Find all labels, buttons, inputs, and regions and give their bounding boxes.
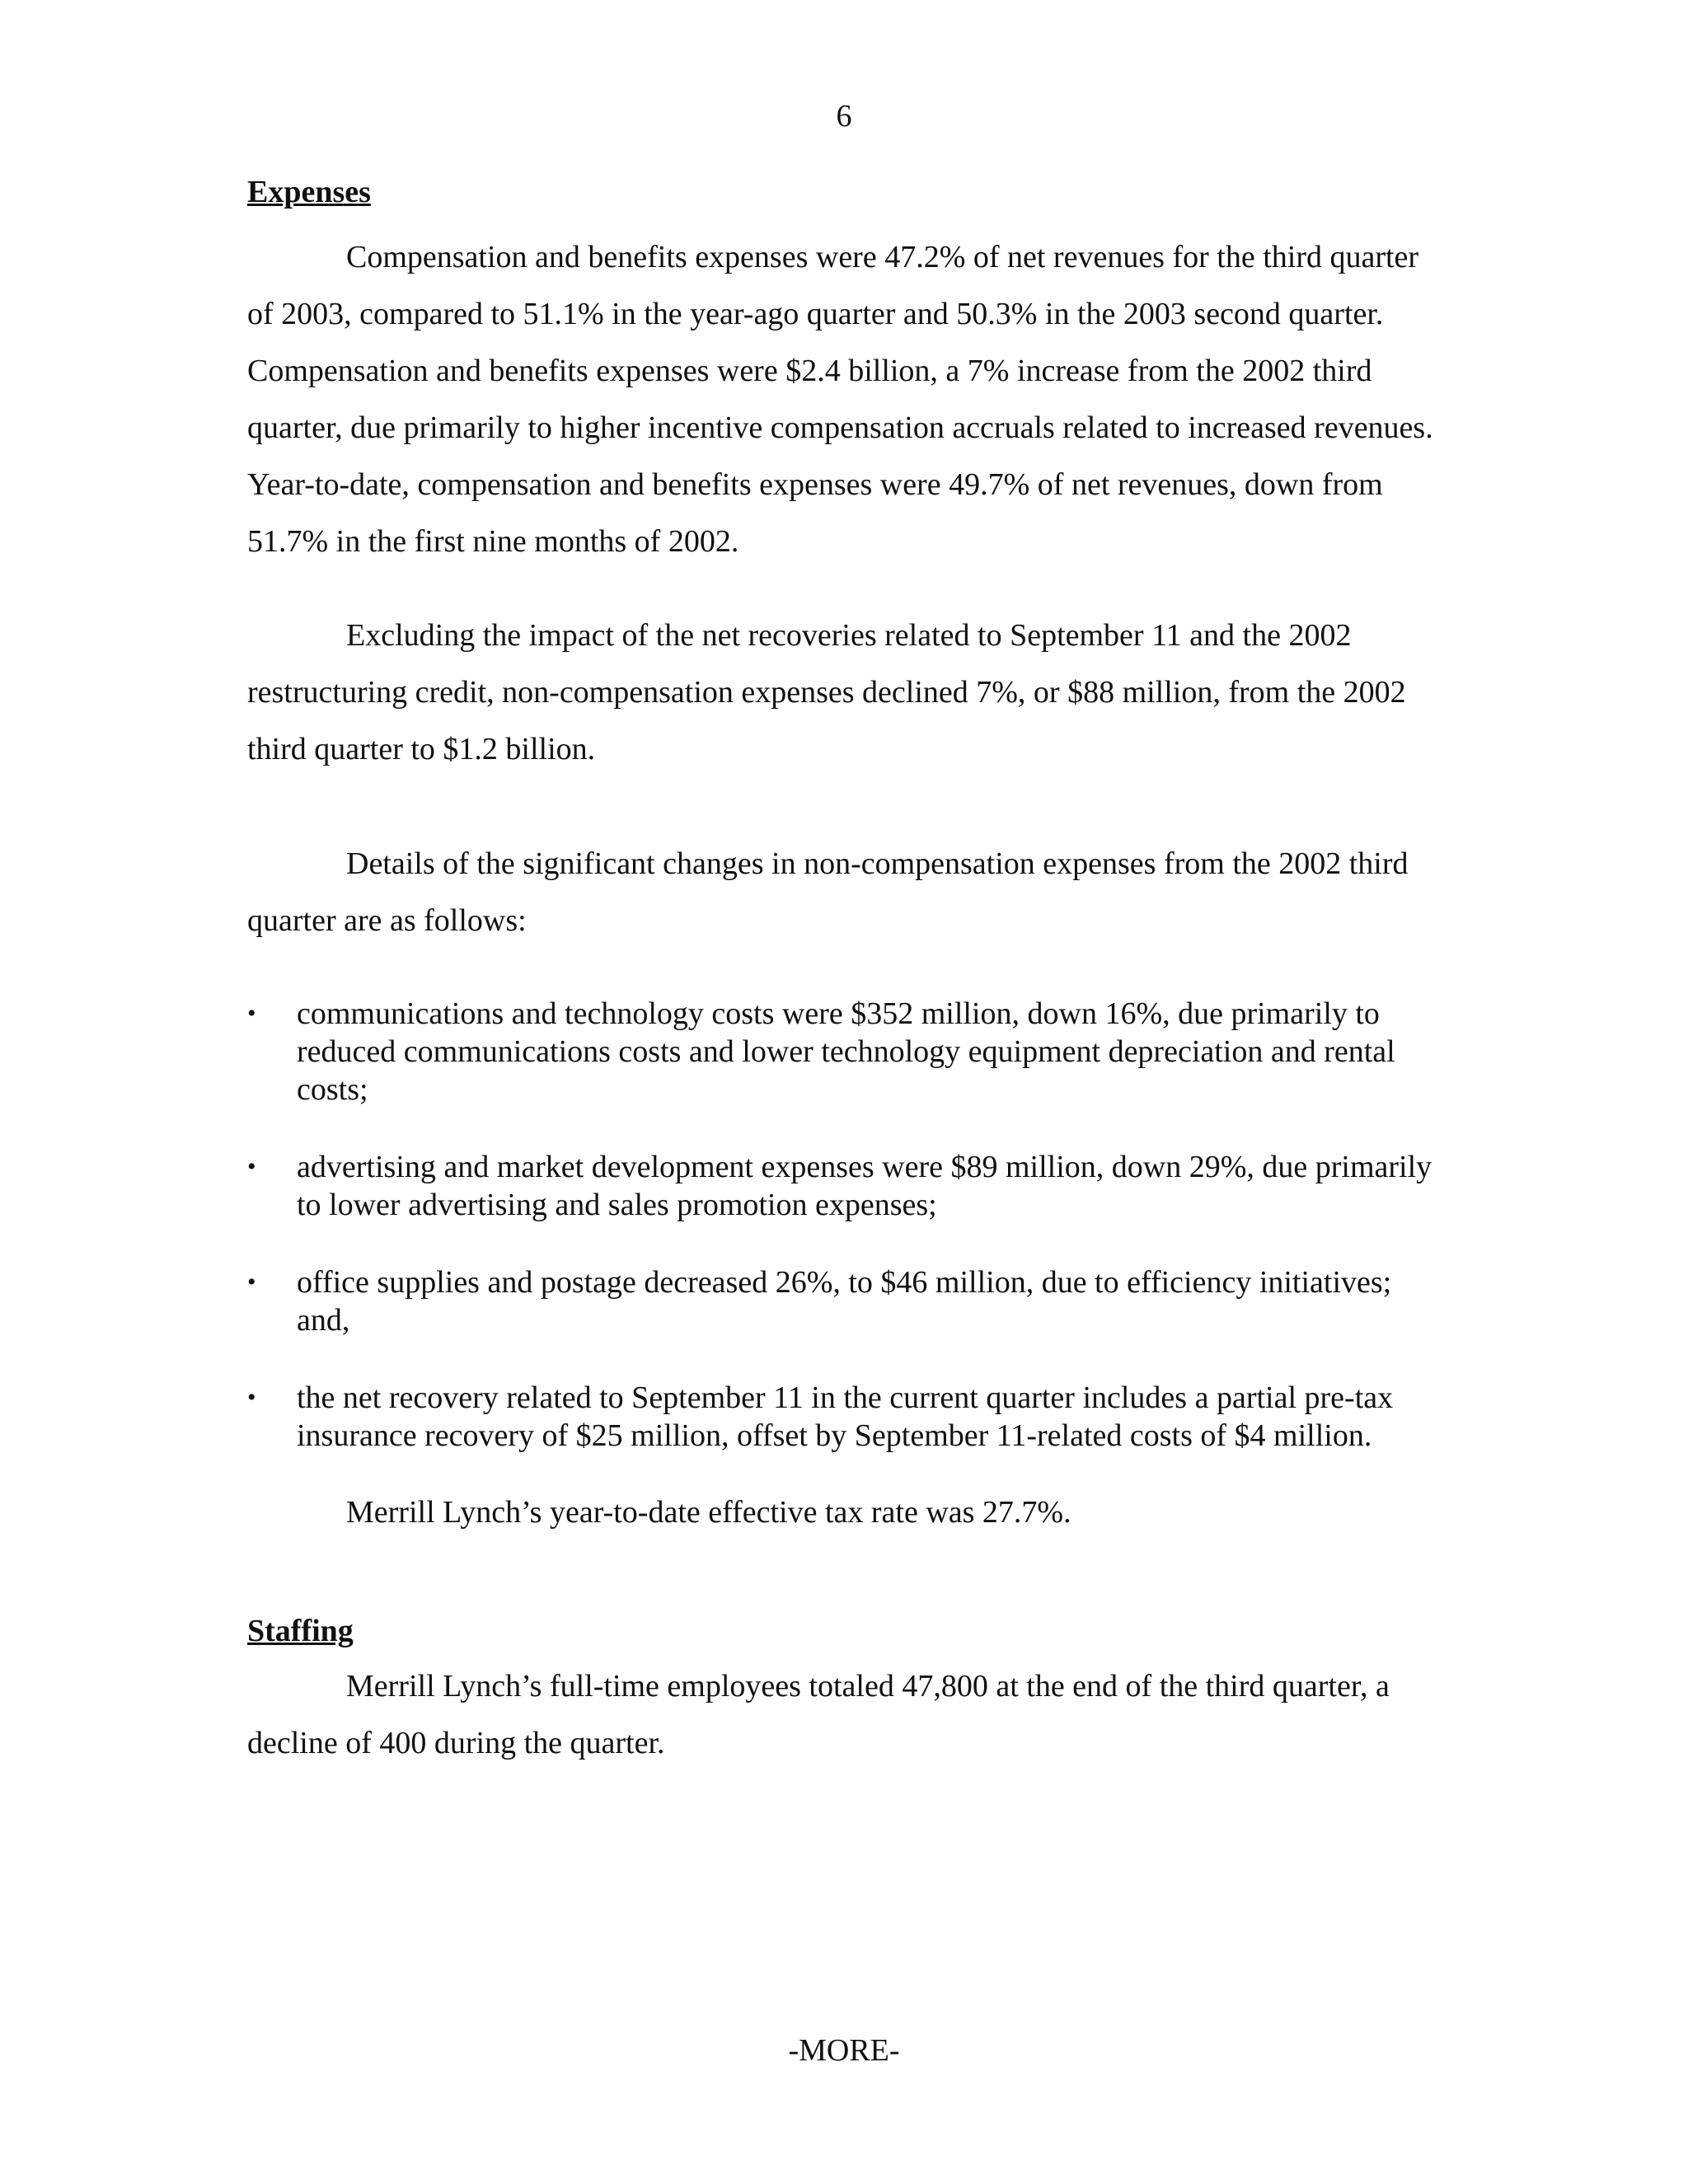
bullet-icon: • [247, 1384, 256, 1411]
expenses-heading: Expenses [247, 175, 371, 209]
staffing-paragraph: Merrill Lynch’s full-time employees totaled 47,800 at the end of the third quarter, a decline of 400 during the quarter. [247, 1669, 1390, 1760]
list-item [247, 1148, 1451, 1224]
list-item [247, 1379, 1451, 1455]
bullet-icon: • [247, 1000, 256, 1027]
list-item [247, 1263, 1451, 1339]
bullet-icon: • [247, 1153, 256, 1180]
list-item-text: office supplies and postage decreased 26%, to $46 million, due to efficiency initiatives; and, [297, 1265, 1392, 1338]
page-content [247, 173, 1451, 1772]
non-compensation-paragraph: Excluding the impact of the net recoveries related to September 11 and the 2002 restructuring credit, non-compensation expenses declined 7%, or $88 million, from the 2002 third quarter to $1.2 billion. [247, 618, 1406, 766]
list-item [247, 995, 1451, 1108]
page-number: 6 [836, 99, 852, 134]
details-intro-paragraph: Details of the significant changes in non-compensation expenses from the 2002 third quarter are as follows: [247, 846, 1409, 938]
compensation-paragraph: Compensation and benefits expenses were 47.2% of net revenues for the third quarter of 2003, compared to 51.1% in the year-ago quarter and 50.3% in the 2003 second quarter. Compensation and benefits expenses were $2.4 billion, a 7% increase from the 2002 third quarter, due primarily to higher incentive compensation accruals related to increased revenues. Year-to-date, compensation and benefits expenses were 49.7% of net revenues, down from 51.7% in the first nine months of 2002. [247, 240, 1433, 559]
bullet-icon: • [247, 1268, 256, 1296]
list-item-text: communications and technology costs were $352 million, down 16%, due primarily to reduced communications costs and lower technology equipment depreciation and rental costs; [297, 996, 1395, 1107]
list-item-text: advertising and market development expenses were $89 million, down 29%, due primarily to lower advertising and sales promotion expenses; [297, 1150, 1432, 1222]
staffing-heading: Staffing [247, 1614, 354, 1648]
expense-changes-list [247, 995, 1451, 1455]
continuation-footer: -MORE- [788, 2033, 900, 2068]
tax-rate-paragraph: Merrill Lynch’s year-to-date effective tax rate was 27.7%. [346, 1495, 1071, 1530]
list-item-text: the net recovery related to September 11 in the current quarter includes a partial pre-tax insurance recovery of $25 million, offset by September 11-related costs of $4 million. [297, 1380, 1394, 1453]
